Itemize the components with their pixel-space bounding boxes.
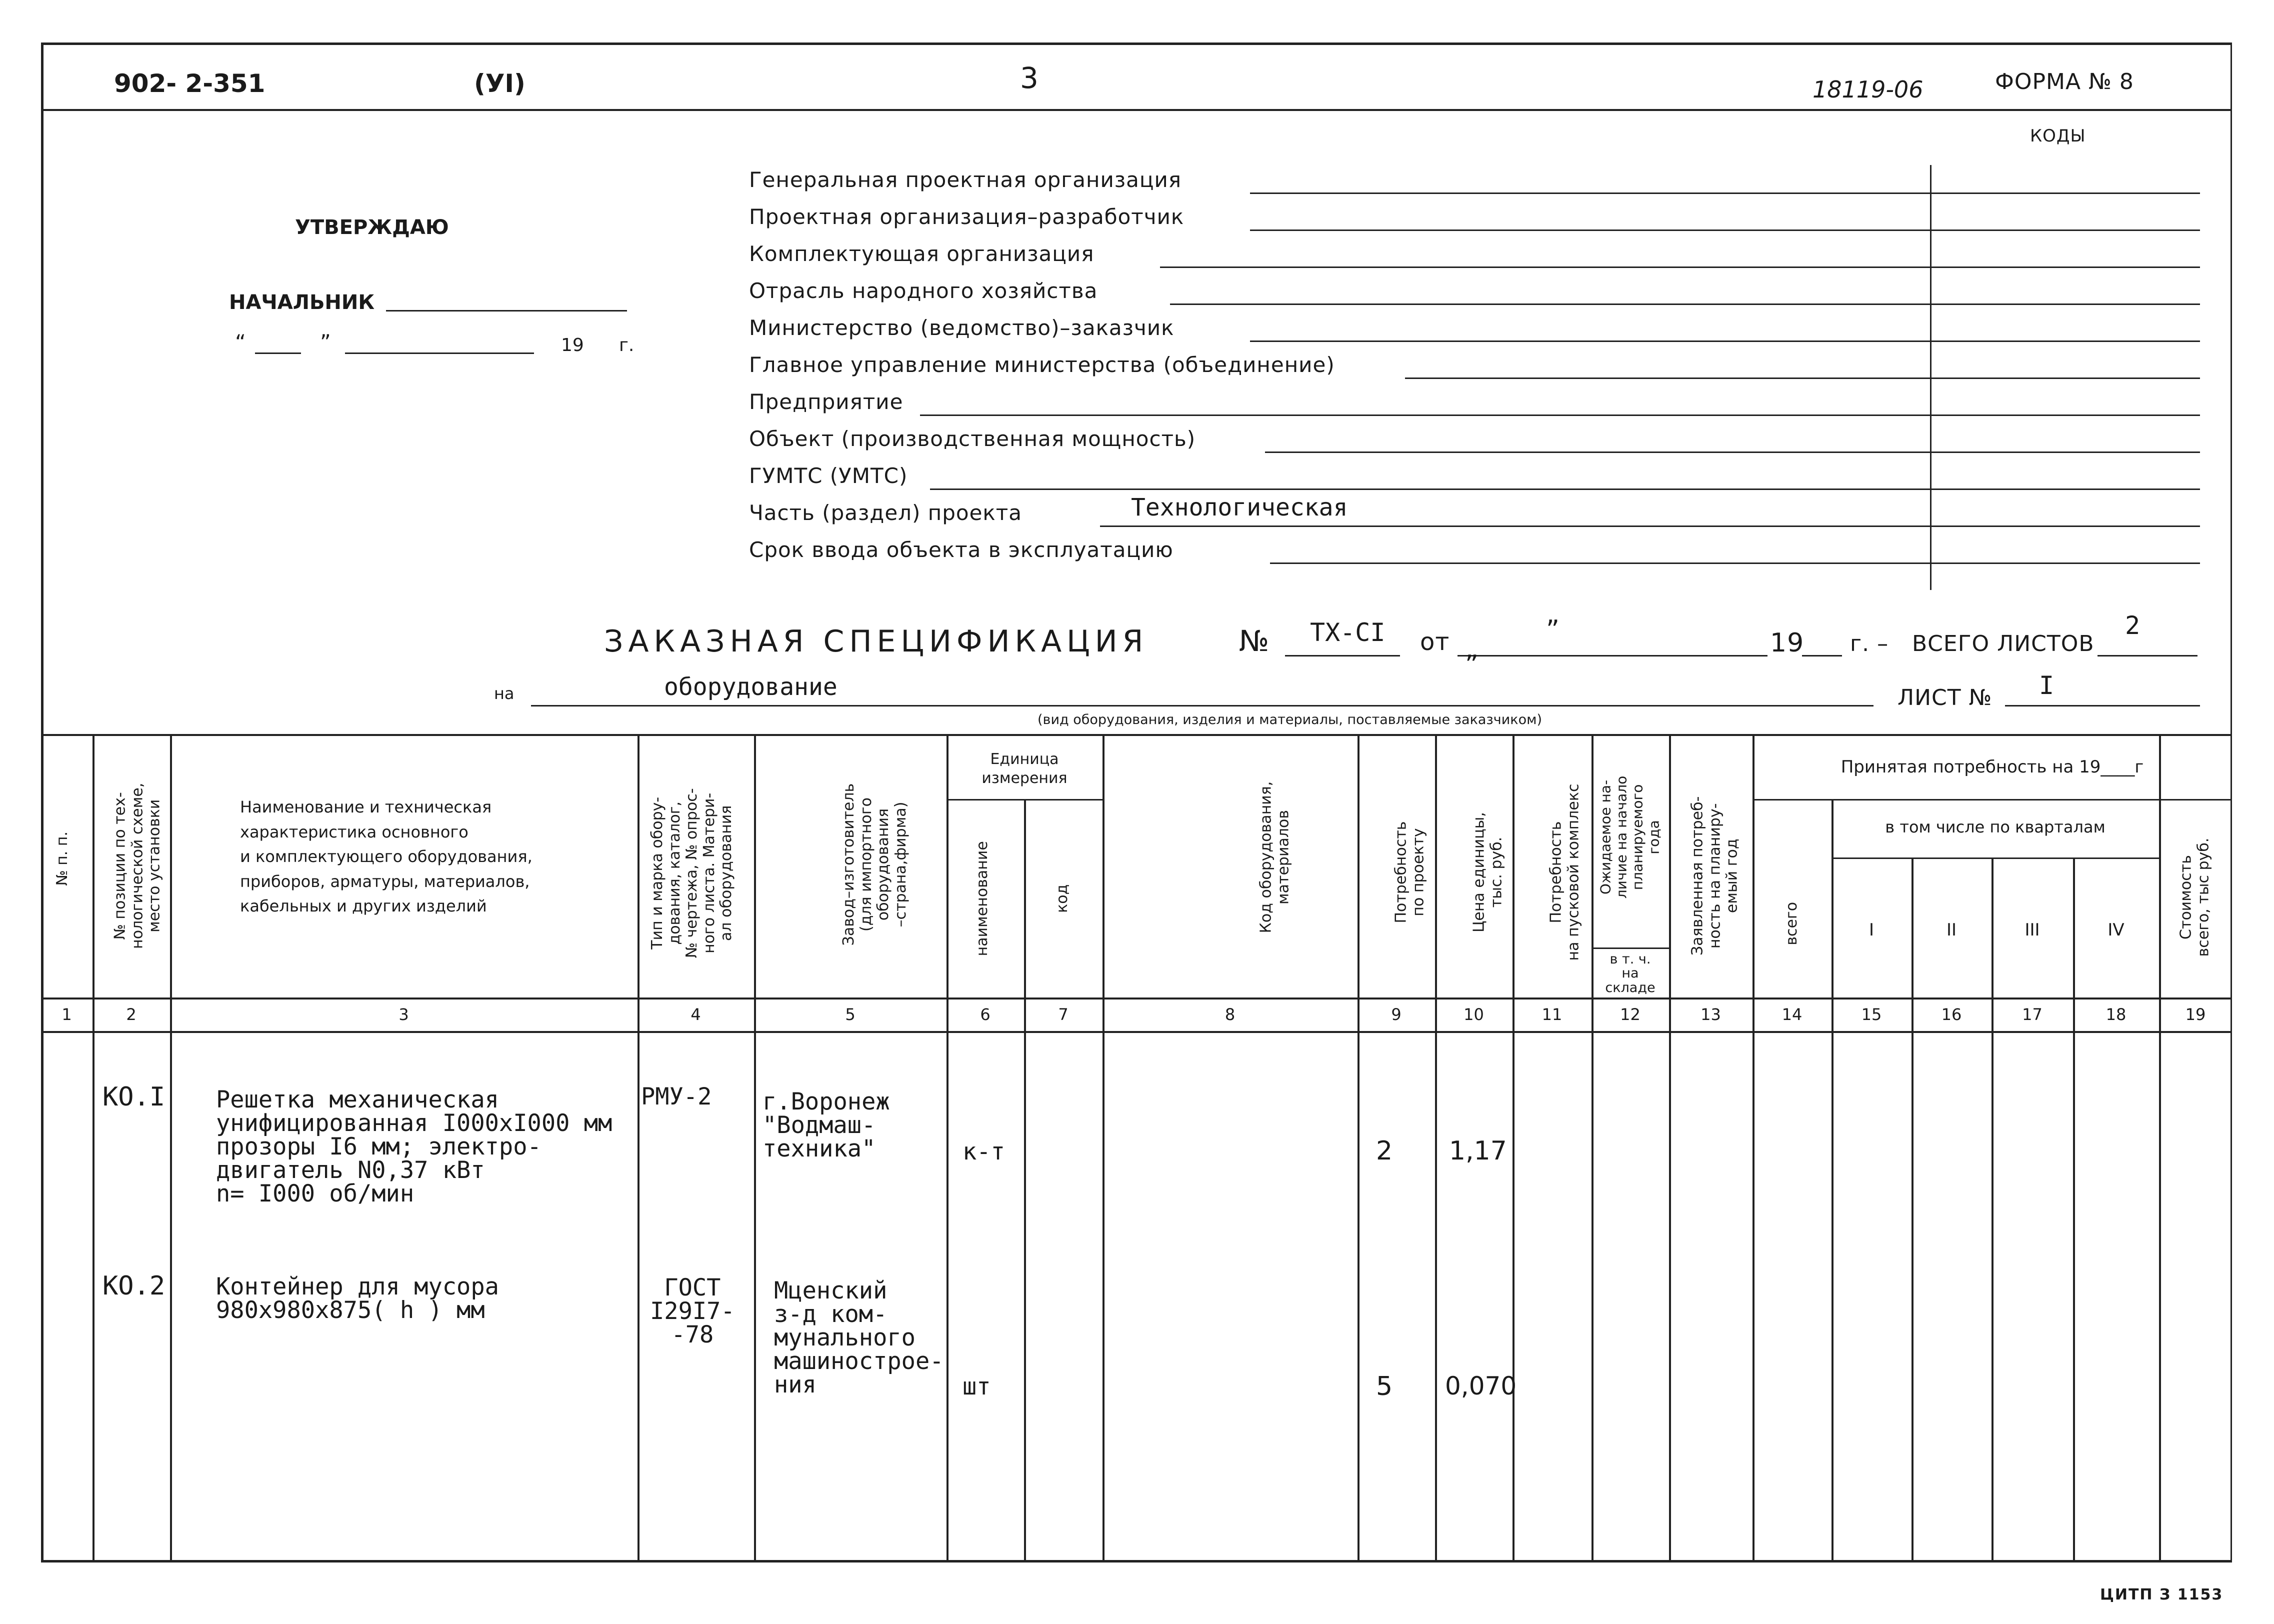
colnum-bottom-border xyxy=(41,1031,2232,1033)
org-field-line xyxy=(1265,452,2200,453)
col1-header: № п. п. xyxy=(53,831,71,886)
org-field-label: Отрасль народного хозяйства xyxy=(749,278,1098,303)
col6-header: наименование xyxy=(973,841,991,956)
header-bottom-border xyxy=(41,998,2232,1000)
print-stamp: ЦИТП З 1153 xyxy=(2100,1586,2224,1604)
accepted-header: Принятая потребность на 19____г xyxy=(1840,757,2144,777)
codes-column-divider xyxy=(1930,165,1932,590)
column-line xyxy=(1992,858,1994,1561)
column-line xyxy=(1752,734,1754,1561)
header-divider xyxy=(41,109,2232,111)
row2-name: Контейнер для мусора 980х980х875( h ) мм xyxy=(216,1273,499,1324)
col9-header: Потребность по проекту xyxy=(1392,821,1427,924)
column-line xyxy=(638,734,640,1561)
row2-unit: шт xyxy=(962,1373,991,1400)
column-number: 9 xyxy=(1391,1005,1402,1024)
column-number: 16 xyxy=(1941,1005,1962,1024)
date-quote-open: “ xyxy=(235,330,246,354)
spec-no-label: № xyxy=(1239,624,1270,658)
row2-type: ГОСТ I29I7- -78 xyxy=(650,1274,735,1348)
org-field-line xyxy=(1170,304,2200,305)
q1-header: I xyxy=(1868,920,1874,940)
spec-number: ТХ-СI xyxy=(1310,618,1386,647)
col14-header: всего xyxy=(1782,902,1800,946)
column-line xyxy=(1102,734,1104,1561)
col8-header: Код оборудования, материалов xyxy=(1257,781,1292,934)
col12b-header: в т. ч. на складе xyxy=(1605,952,1656,996)
org-field-line xyxy=(1100,526,2200,527)
col4-header: Тип и марка обору- дования, каталог, № чертежа, № опрос- ного листа. Матери- ал оборудования xyxy=(648,788,735,958)
org-field-label: Проектная организация–разработчик xyxy=(749,204,1184,229)
form-label: ФОРМА № 8 xyxy=(1995,69,2134,94)
org-field-line xyxy=(1405,378,2200,379)
col10-header: Цена единицы, тыс. руб. xyxy=(1470,812,1505,932)
column-number: 18 xyxy=(2106,1005,2126,1024)
sheet-no-label: ЛИСТ № xyxy=(1898,685,1992,710)
column-number: 17 xyxy=(2022,1005,2042,1024)
column-number: 13 xyxy=(1700,1005,1721,1024)
col11-header: Потребность на пусковой комплекс xyxy=(1547,784,1582,961)
sheet-no: I xyxy=(2039,671,2054,700)
unit-group-header: Единица измерения xyxy=(982,750,1068,787)
column-line xyxy=(1592,734,1594,1561)
spec-from-label: от xyxy=(1420,628,1450,656)
spec-date-line xyxy=(1458,655,1768,656)
row2-position: КО.2 xyxy=(102,1271,166,1301)
column-line xyxy=(1512,734,1514,1561)
col2-header: № позиции по тех- нологической схеме, место установки xyxy=(111,782,164,949)
row2-maker: Мценский з-д ком- мунального машинострое- ния xyxy=(774,1277,944,1398)
column-number: 11 xyxy=(1542,1005,1562,1024)
org-field-label: Срок ввода объекта в эксплуатацию xyxy=(749,538,1174,562)
approval-year-suffix: г. xyxy=(619,335,634,356)
org-field-label: Объект (производственная мощность) xyxy=(749,426,1196,451)
col12-header: Ожидаемое на- личие на начало планируемого года xyxy=(1597,776,1662,899)
spec-title: ЗАКАЗНАЯ СПЕЦИФИКАЦИЯ xyxy=(604,624,1148,659)
org-field-label: Комплектующая организация xyxy=(749,242,1094,266)
column-line xyxy=(1435,734,1437,1561)
row1-type: РМУ-2 xyxy=(641,1083,712,1110)
spec-number-line xyxy=(1285,655,1400,656)
column-line xyxy=(1832,799,1834,1561)
column-line xyxy=(1912,858,1914,1561)
month-line xyxy=(345,352,534,354)
total-sheets-label: ВСЕГО ЛИСТОВ xyxy=(1912,631,2094,656)
spec-caption: (вид оборудования, изделия и материалы, поставляемые заказчиком) xyxy=(1038,712,1542,728)
approval-year: 19 xyxy=(561,335,584,356)
column-number: 15 xyxy=(1861,1005,1882,1024)
column-line xyxy=(1669,734,1671,1561)
column-number: 14 xyxy=(1782,1005,1802,1024)
spec-year-line xyxy=(1802,655,1842,656)
sheet-no-line xyxy=(2005,705,2200,706)
org-field-line xyxy=(1250,340,2200,342)
org-field-line xyxy=(1270,562,2200,564)
accepted-divider xyxy=(1752,799,2232,800)
org-field-label: Часть (раздел) проекта xyxy=(749,500,1022,525)
row1-name: Решетка механическая унифицированная I000хI000 мм прозоры I6 мм; электро- двигатель N0,37 кВт n= I000 об/мин xyxy=(216,1086,612,1208)
chief-label: НАЧАЛЬНИК xyxy=(229,291,375,314)
total-sheets-line xyxy=(2098,655,2198,656)
column-number: 5 xyxy=(845,1005,856,1024)
column-line xyxy=(1024,799,1026,1561)
spec-year: 19 xyxy=(1770,628,1804,658)
spec-on-value: оборудование xyxy=(664,673,838,701)
col19-header: Стоимость всего, тыс руб. xyxy=(2177,838,2212,957)
doc-number: 902- 2-351 xyxy=(114,69,266,98)
q4-header: IV xyxy=(2108,920,2124,940)
column-number: 10 xyxy=(1464,1005,1484,1024)
album-number: (УI) xyxy=(474,69,526,98)
org-field-label: Предприятие xyxy=(749,390,904,414)
column-number: 2 xyxy=(126,1005,136,1024)
quarters-divider xyxy=(1832,858,2159,859)
column-line xyxy=(92,734,94,1561)
row1-unit: к-т xyxy=(962,1138,1005,1166)
col13-header: Заявленная потреб- ность на планиру- емый год xyxy=(1688,796,1741,956)
chief-signature-line xyxy=(386,310,627,312)
column-line xyxy=(170,734,172,1561)
org-field-label: Генеральная проектная организация xyxy=(749,168,1182,192)
col3-header: Наименование и техническая характеристика основного и комплектующего оборудования, приборов, арматуры, материалов, кабельных и других изделий xyxy=(240,798,532,916)
date-quote-close: ” xyxy=(320,330,331,354)
table-top-border xyxy=(41,734,2232,736)
org-field-line xyxy=(930,488,2200,490)
spec-quote-top: ” xyxy=(1546,615,1560,645)
column-line xyxy=(754,734,756,1561)
org-field-label: ГУМТС (УМТС) xyxy=(749,464,908,488)
row1-qty: 2 xyxy=(1376,1136,1393,1166)
org-field-label: Министерство (ведомство)–заказчик xyxy=(749,316,1174,340)
org-field-line xyxy=(1250,230,2200,231)
column-line xyxy=(1358,734,1360,1561)
column-line xyxy=(2073,858,2075,1561)
unit-group-divider xyxy=(946,799,1102,800)
approve-label: УТВЕРЖДАЮ xyxy=(295,216,449,239)
org-field-line xyxy=(1160,266,2200,268)
spec-quote-bottom: ” xyxy=(1465,650,1478,680)
column-number: 1 xyxy=(62,1005,72,1024)
row1-price: 1,17 xyxy=(1449,1136,1507,1166)
spec-on-label: на xyxy=(494,684,514,703)
handwritten-number: 18119-06 xyxy=(1812,76,1924,103)
org-field-label: Главное управление министерства (объединение) xyxy=(749,352,1335,377)
spec-on-line xyxy=(531,705,1874,706)
codes-label: КОДЫ xyxy=(2030,126,2086,146)
row2-qty: 5 xyxy=(1376,1372,1393,1402)
row1-position: КО.I xyxy=(102,1082,166,1112)
row1-maker: г.Воронеж "Водмаш- техника" xyxy=(762,1088,890,1162)
column-number: 6 xyxy=(980,1005,990,1024)
column-number: 19 xyxy=(2185,1005,2206,1024)
col5-header: Завод–изготовитель (для импортного оборудования –страна,фирма) xyxy=(840,783,910,946)
row2-price: 0,070 xyxy=(1445,1372,1517,1400)
page-number: 3 xyxy=(1020,61,1038,95)
day-line xyxy=(255,352,301,354)
total-sheets: 2 xyxy=(2125,611,2140,640)
stock-divider xyxy=(1592,948,1669,949)
org-field-line xyxy=(920,414,2200,416)
column-number: 4 xyxy=(690,1005,701,1024)
spec-year-suffix: г. – xyxy=(1850,631,1889,656)
column-number: 7 xyxy=(1058,1005,1068,1024)
q2-header: II xyxy=(1946,920,1957,940)
q3-header: III xyxy=(2024,920,2040,940)
org-field-line xyxy=(1250,192,2200,194)
column-line xyxy=(946,734,948,1561)
column-number: 8 xyxy=(1224,1005,1236,1024)
org-field-value: Технологическая xyxy=(1131,494,1348,522)
column-number: 3 xyxy=(398,1005,409,1024)
column-line xyxy=(2159,734,2161,1561)
quarters-header: в том числе по кварталам xyxy=(1885,818,2106,836)
col7-header: код xyxy=(1053,884,1071,913)
column-number: 12 xyxy=(1620,1005,1640,1024)
